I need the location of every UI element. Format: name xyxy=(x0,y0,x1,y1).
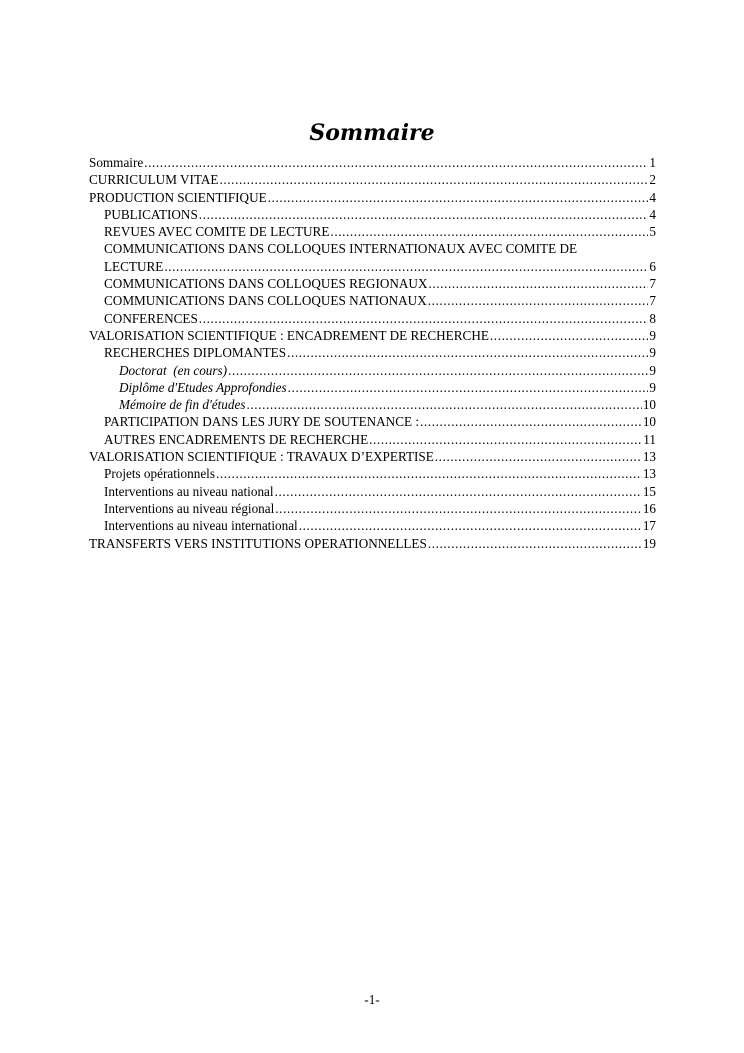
toc-entry-curriculum-vitae[interactable] xyxy=(89,171,656,188)
toc-entry-page: 17 xyxy=(642,518,656,534)
toc-entry-doctorat[interactable] xyxy=(89,362,656,379)
dot-leader xyxy=(275,500,642,517)
dot-leader xyxy=(299,517,642,534)
toc-entry-label: COMMUNICATIONS DANS COLLOQUES NATIONAUX xyxy=(104,293,427,309)
dot-leader xyxy=(287,344,648,361)
toc-entry-page: 9 xyxy=(649,379,656,395)
toc-entry-colloques-nationaux[interactable] xyxy=(89,292,656,309)
toc-entry-label: PARTICIPATION DANS LES JURY DE SOUTENANCE : xyxy=(104,414,420,430)
toc-entry-conferences[interactable] xyxy=(89,310,656,327)
toc-entry-page: 6 xyxy=(649,258,656,274)
toc-entry-colloques-internationaux[interactable] xyxy=(89,240,656,275)
toc-entry-label-line2: LECTURE xyxy=(104,258,164,274)
toc-entry-interventions-regional[interactable] xyxy=(89,500,656,517)
toc-entry-label: Interventions au niveau régional xyxy=(104,500,275,516)
dot-leader xyxy=(428,535,642,552)
toc-entry-recherches-diplomantes[interactable] xyxy=(89,344,656,361)
toc-entry-page: 13 xyxy=(642,449,656,465)
toc-entry-label: VALORISATION SCIENTIFIQUE : ENCADREMENT DE RECHERCHE xyxy=(89,327,489,343)
toc-entry-page: 7 xyxy=(649,293,656,309)
toc-entry-sommaire[interactable] xyxy=(89,154,656,171)
page-number: -1- xyxy=(364,992,380,1007)
toc-entry-page: 4 xyxy=(649,206,656,222)
toc-entry-label: REVUES AVEC COMITE DE LECTURE xyxy=(104,224,330,240)
toc-entry-page: 10 xyxy=(642,414,656,430)
toc-entry-page: 8 xyxy=(649,310,656,326)
page-title: Sommaire xyxy=(309,119,435,146)
dot-leader xyxy=(228,362,648,379)
toc-entry-publications[interactable] xyxy=(89,206,656,223)
dot-leader xyxy=(330,223,648,240)
toc-entry-page: 1 xyxy=(649,155,656,170)
toc-entry-page: 10 xyxy=(642,397,656,413)
toc-entry-interventions-national[interactable] xyxy=(89,483,656,500)
dot-leader xyxy=(369,431,642,448)
dot-leader xyxy=(490,327,649,344)
toc-entry-interventions-international[interactable] xyxy=(89,517,656,534)
toc-entry-page: 7 xyxy=(649,276,656,292)
toc-entry-label: COMMUNICATIONS DANS COLLOQUES REGIONAUX xyxy=(104,276,428,292)
toc-entry-label: Mémoire de fin d'études xyxy=(119,397,246,413)
toc-entry-label: CURRICULUM VITAE xyxy=(89,172,219,188)
toc-entry-jury-soutenance[interactable] xyxy=(89,413,656,430)
toc-entry-page: 15 xyxy=(642,483,656,499)
toc-entry-transferts-institutions[interactable] xyxy=(89,535,656,552)
toc-entry-page: 2 xyxy=(649,172,656,188)
toc-entry-page: 9 xyxy=(649,345,656,361)
toc-entry-label: Projets opérationnels xyxy=(104,466,215,482)
toc-entry-label: Interventions au niveau national xyxy=(104,483,274,499)
toc-entry-colloques-regionaux[interactable] xyxy=(89,275,656,292)
toc-entry-label: PUBLICATIONS xyxy=(104,206,198,222)
toc-entry-label: PRODUCTION SCIENTIFIQUE xyxy=(89,189,267,205)
toc-entry-label: Diplôme d'Etudes Approfondies xyxy=(119,379,287,395)
toc-entry-page: 4 xyxy=(649,189,656,205)
toc-entry-dea[interactable] xyxy=(89,379,656,396)
dot-leader xyxy=(164,258,648,275)
toc-entry-production-scientifique[interactable] xyxy=(89,189,656,206)
toc-entry-label: CONFERENCES xyxy=(104,310,198,326)
dot-leader xyxy=(216,465,642,482)
dot-leader xyxy=(219,171,648,188)
toc-entry-label: TRANSFERTS VERS INSTITUTIONS OPERATIONNELLES xyxy=(89,535,427,551)
toc-entry-label: VALORISATION SCIENTIFIQUE : TRAVAUX D’EXPERTISE xyxy=(89,449,434,465)
table-of-contents xyxy=(89,154,656,552)
dot-leader xyxy=(199,206,649,223)
dot-leader xyxy=(199,310,649,327)
toc-entry-label: Interventions au niveau international xyxy=(104,518,298,534)
dot-leader xyxy=(268,189,649,206)
toc-entry-label: RECHERCHES DIPLOMANTES xyxy=(104,345,287,361)
toc-entry-page: 13 xyxy=(642,466,656,482)
toc-entry-page: 19 xyxy=(642,535,656,551)
dot-leader xyxy=(420,413,642,430)
toc-entry-projets-operationnels[interactable] xyxy=(89,465,656,482)
toc-entry-label: AUTRES ENCADREMENTS DE RECHERCHE xyxy=(104,431,369,447)
toc-entry-memoire-fin-etudes[interactable] xyxy=(89,396,656,413)
toc-entry-travaux-expertise[interactable] xyxy=(89,448,656,465)
dot-leader xyxy=(435,448,642,465)
toc-entry-label: Doctorat (en cours) xyxy=(119,362,228,378)
toc-entry-label-line1: COMMUNICATIONS DANS COLLOQUES INTERNATIONAUX AVEC COMITE DE xyxy=(104,241,578,257)
dot-leader xyxy=(428,275,648,292)
toc-entry-page: 11 xyxy=(643,431,656,447)
toc-entry-page: 9 xyxy=(649,362,656,378)
dot-leader xyxy=(246,396,641,413)
toc-entry-encadrement-recherche[interactable] xyxy=(89,327,656,344)
dot-leader xyxy=(288,379,649,396)
toc-entry-page: 9 xyxy=(649,327,656,343)
toc-entry-label: Sommaire xyxy=(89,155,144,170)
dot-leader xyxy=(428,292,649,309)
dot-leader xyxy=(275,483,642,500)
toc-entry-revues-comite-lecture[interactable] xyxy=(89,223,656,240)
toc-entry-autres-encadrements[interactable] xyxy=(89,431,656,448)
toc-entry-page: 5 xyxy=(649,224,656,240)
toc-entry-page: 16 xyxy=(642,500,656,516)
dot-leader xyxy=(144,154,648,171)
